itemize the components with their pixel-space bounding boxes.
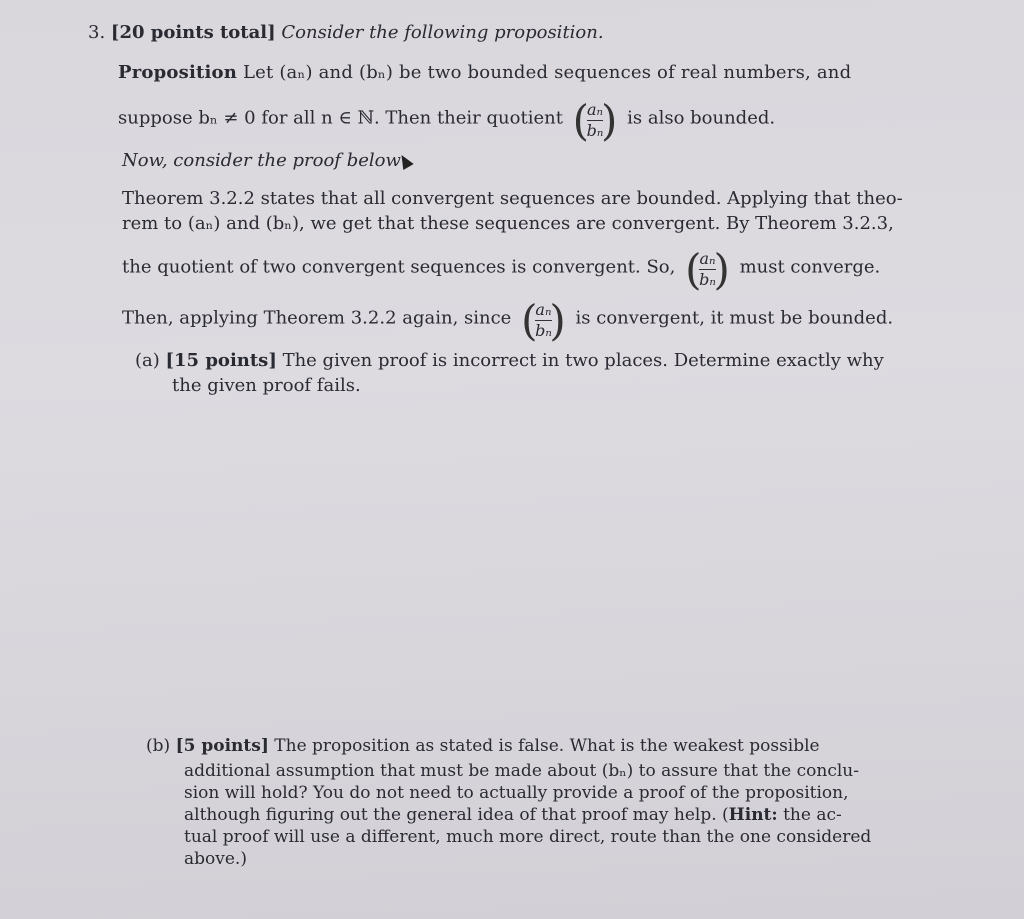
part-b-line-3: sion will hold? You do not need to actually provide a proof of the proposition, <box>184 783 849 803</box>
part-a-label: (a) <box>135 350 160 371</box>
proof-line-4 <box>122 296 894 345</box>
quotient-fraction-3: ( aₙ bₙ ) <box>521 296 566 345</box>
proposition-line-2 <box>118 96 776 145</box>
part-b-label: (b) <box>146 736 171 756</box>
proof-line-2: rem to (aₙ) and (bₙ), we get that these sequences are convergent. By Theorem 3.2.3, <box>122 213 894 234</box>
part-b-text-4b: the ac- <box>777 805 842 825</box>
proof-intro <box>122 150 411 172</box>
fraction-denominator: bₙ <box>699 270 716 289</box>
part-a-text-1: The given proof is incorrect in two places. Determine exactly why <box>282 350 884 371</box>
proof-line-3-pre: the quotient of two convergent sequences is convergent. So, <box>122 256 676 278</box>
question-number: 3. <box>88 22 106 43</box>
proof-line-1: Theorem 3.2.2 states that all convergent sequences are bounded. Applying that theo- <box>122 188 903 209</box>
part-b-points: [5 points] <box>175 736 269 756</box>
part-b-line-6: above.) <box>184 849 247 869</box>
proof-intro-text: Now, consider the proof below <box>122 150 401 171</box>
part-a-line-2: the given proof fails. <box>172 375 361 396</box>
part-b-text-1: The proposition as stated is false. What is the weakest possible <box>274 736 820 756</box>
part-a-points: [15 points] <box>165 350 277 371</box>
proof-line-4-post: is convergent, it must be bounded. <box>575 307 894 329</box>
part-b-line-4 <box>184 804 842 826</box>
question-header <box>88 22 604 44</box>
hint-label: Hint: <box>728 805 778 825</box>
quotient-fraction: ( aₙ bₙ ) <box>572 96 618 145</box>
proposition-label: Proposition <box>118 62 238 83</box>
fraction-denominator: bₙ <box>586 121 604 140</box>
proof-line-4-pre: Then, applying Theorem 3.2.2 again, since <box>122 307 512 329</box>
part-b-text-4a: although figuring out the general idea of that proof may help. ( <box>184 805 729 825</box>
fraction-numerator: aₙ <box>587 100 604 119</box>
proposition-text-2: suppose bₙ ≠ 0 for all n ∈ ℕ. Then their quotient <box>118 107 563 129</box>
proposition-text-3: is also bounded. <box>627 107 776 129</box>
part-b-line-2: additional assumption that must be made about (bₙ) to assure that the conclu- <box>184 761 859 781</box>
proof-line-3 <box>122 245 881 294</box>
question-intro: Consider the following proposition. <box>281 22 604 43</box>
part-a-line-1 <box>135 350 884 372</box>
proposition-line-1 <box>118 62 851 84</box>
part-b-line-1 <box>146 735 820 757</box>
quotient-fraction-2: ( aₙ bₙ ) <box>685 245 730 294</box>
fraction-numerator: aₙ <box>535 300 552 319</box>
proof-line-3-post: must converge. <box>739 256 881 278</box>
proposition-text-1: Let (aₙ) and (bₙ) be two bounded sequences of real numbers, and <box>242 62 852 83</box>
part-b-line-5: tual proof will use a different, much more direct, route than the one considered <box>184 827 872 847</box>
fraction-numerator: aₙ <box>699 249 716 268</box>
fraction-denominator: bₙ <box>535 321 552 340</box>
question-points: [20 points total] <box>110 22 276 43</box>
